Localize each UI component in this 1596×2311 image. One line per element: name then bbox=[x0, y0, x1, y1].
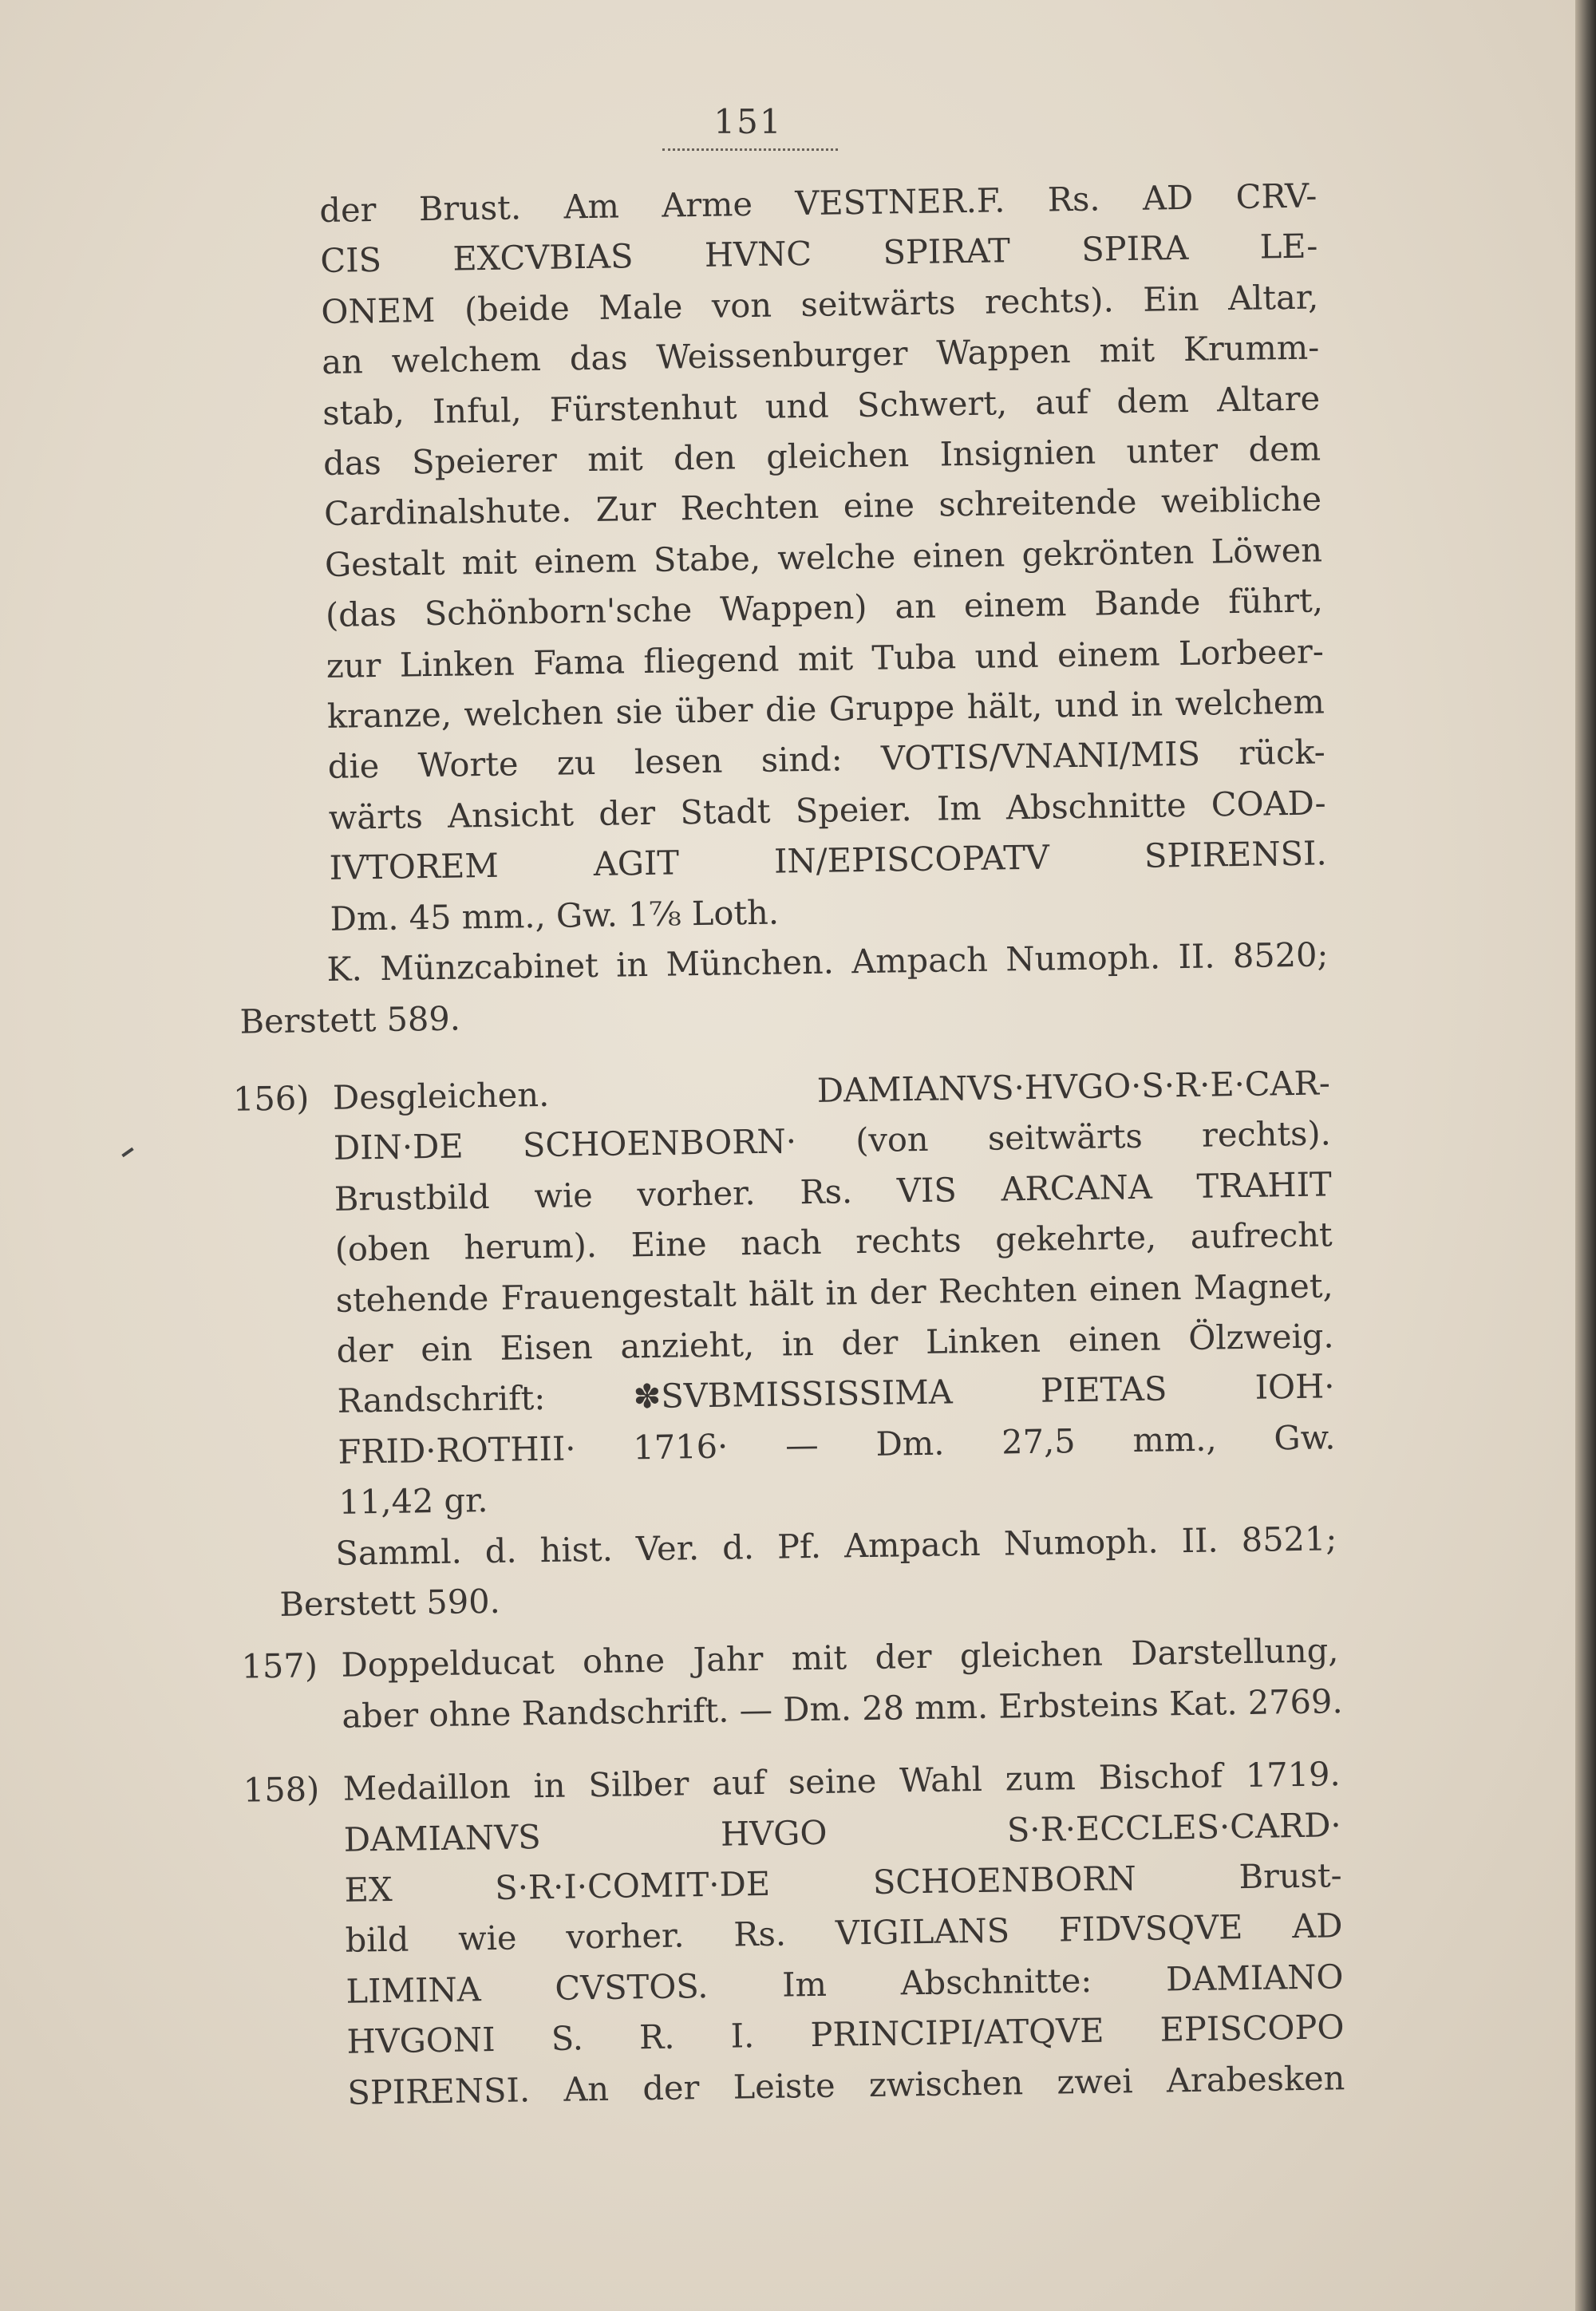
text-line: das Speierer mit den gleichen Insignien unter dem bbox=[322, 429, 1321, 483]
entry-158-line: SPIRENSI. An der Leiste zwischen zwei Arabesken bbox=[347, 2057, 1345, 2112]
body-text bbox=[232, 170, 1345, 2117]
entry-number: 158) bbox=[243, 1769, 320, 1810]
entry-number: 157) bbox=[241, 1645, 318, 1687]
citation-line: Berstett 590. bbox=[279, 1581, 501, 1624]
page-number: 151 bbox=[713, 102, 783, 141]
entry-156-line: Brustbild wie vorher. Rs. VIS ARCANA TRAHIT bbox=[334, 1164, 1333, 1219]
text-line: (das Schönborn'sche Wappen) an einem Bande führt, bbox=[325, 580, 1324, 635]
entry-156-line: DIN·DE SCHOENBORN· (von seitwärts rechts). bbox=[333, 1113, 1332, 1168]
text-line: Cardinalshute. Zur Rechten eine schreitende weibliche bbox=[323, 479, 1322, 534]
text-line: Gestalt mit einem Stabe, welche einen gekrönten Löwen bbox=[324, 530, 1323, 584]
citation-line: Samml. d. hist. Ver. d. Pf. Ampach Numoph. II. 8521; bbox=[335, 1518, 1337, 1573]
entry-156-line: der ein Eisen anzieht, in der Linken einen Ölzweig. bbox=[336, 1316, 1334, 1370]
text-line: IVTOREM AGIT IN/EPISCOPATV SPIRENSI. bbox=[329, 833, 1327, 888]
entry-text: Desgleichen. DAMIANVS·HVGO·S·R·E·CAR- bbox=[332, 1063, 1331, 1117]
entry-158-line: DAMIANVS HVGO S·R·ECCLES·CARD· bbox=[343, 1804, 1341, 1859]
entry-158-line: LIMINA CVSTOS. Im Abschnitte: DAMIANO bbox=[346, 1957, 1344, 2011]
text-line: wärts Ansicht der Stadt Speier. Im Abschnitte COAD- bbox=[328, 783, 1326, 837]
text-line: CIS EXCVBIAS HVNC SPIRAT SPIRA LE- bbox=[320, 226, 1318, 281]
text-line: an welchem das Weissenburger Wappen mit Krumm- bbox=[321, 327, 1320, 382]
text-line: kranze, welchen sie über die Gruppe hält, und in welchem bbox=[326, 681, 1325, 736]
book-spine-shadow bbox=[1575, 0, 1596, 2311]
text-line: die Worte zu lesen sind: VOTIS/VNANI/MIS rück- bbox=[327, 732, 1326, 787]
citation-line: K. Münzcabinet in München. Ampach Numoph. II. 8520; bbox=[326, 934, 1329, 990]
entry-156-line: stehende Frauengestalt hält in der Rechten einen Magnet, bbox=[335, 1265, 1333, 1320]
text-line: Dm. 45 mm., Gw. 1⅞ Loth. bbox=[330, 892, 780, 938]
header-rule bbox=[662, 148, 838, 151]
text-line: stab, Inful, Fürstenhut und Schwert, auf dem Altare bbox=[322, 378, 1321, 433]
entry-158-line: HVGONI S. R. I. PRINCIPI/ATQVE EPISCOPO bbox=[346, 2007, 1345, 2061]
entry-156 bbox=[232, 1057, 1337, 1629]
entry-text: Doppelducat ohne Jahr mit der gleichen Darstellung, bbox=[341, 1630, 1339, 1685]
text-line: ONEM (beide Male von seitwärts rechts). Ein Altar, bbox=[320, 277, 1319, 331]
citation-line: Berstett 589. bbox=[239, 997, 461, 1041]
entry-156-line: Randschrift: ✽SVBMISSISSIMA PIETAS IOH· bbox=[337, 1366, 1335, 1421]
margin-mark bbox=[121, 1148, 133, 1157]
text-line: zur Linken Fama fliegend mit Tuba und einem Lorbeer- bbox=[326, 631, 1325, 685]
entry-157-line: aber ohne Randschrift. — Dm. 28 mm. Erbsteins Kat. 2769. bbox=[342, 1681, 1343, 1736]
entry-number: 156) bbox=[232, 1078, 310, 1119]
entry-158-line: bild wie vorher. Rs. VIGILANS FIDVSQVE AD bbox=[345, 1906, 1343, 1961]
entry-157 bbox=[241, 1626, 1343, 1741]
text-line: der Brust. Am Arme VESTNER.F. Rs. AD CRV- bbox=[319, 176, 1317, 230]
entry-156-line: 11,42 gr. bbox=[338, 1480, 488, 1522]
entry-156-line: (oben herum). Eine nach rechts gekehrte, aufrecht bbox=[334, 1215, 1333, 1269]
entry-158-line: EX S·R·I·COMIT·DE SCHOENBORN Brust- bbox=[344, 1855, 1342, 1910]
entry-text: Medaillon in Silber auf seine Wahl zum Bischof 1719. bbox=[342, 1754, 1341, 1808]
entry-156-line: FRID·ROTHII· 1716· — Dm. 27,5 mm., Gw. bbox=[338, 1417, 1336, 1472]
entry-158 bbox=[243, 1748, 1345, 2117]
